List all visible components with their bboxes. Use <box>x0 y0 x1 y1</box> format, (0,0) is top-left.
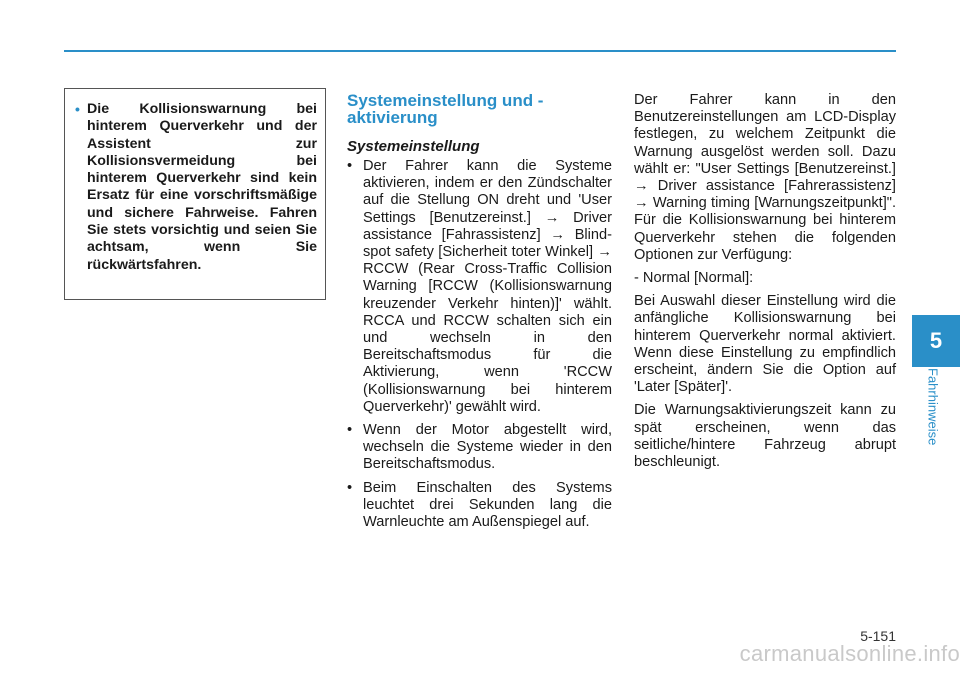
paragraph: Bei Auswahl dieser Einstellung wird die anfängliche Kollisionswarnung bei hinterem Querverkehr normal aktiviert. Wenn diese Einstellung zu empfindlich erscheint, ändern Sie die Option auf 'Later [Später]'. <box>634 293 896 396</box>
section-title: Systemeinstellung und -aktivierung <box>347 91 544 127</box>
chapter-tab-number: 5 <box>912 315 960 367</box>
bullet-icon: • <box>347 158 353 174</box>
warning-text: Die Kollisionswarnung bei hinterem Querverkehr und der Assistent zur Kollisionsvermeidung bei hinterem Querverkehr sind kein Ersatz für eine vorschriftsmäßige und sichere Fahrweise. Fahren Sie stets vorsichtig und seien Sie achtsam, wenn Sie rückwärtsfahren. <box>87 101 317 273</box>
watermark: carmanualsonline.info <box>739 641 960 666</box>
chapter-tab-label: Fahrhinweise <box>925 368 941 446</box>
warning-box <box>64 88 326 300</box>
list-item <box>347 480 612 532</box>
paragraph: - Normal [Normal]: <box>634 270 754 287</box>
list-item <box>347 422 612 474</box>
list-item <box>347 158 612 416</box>
right-column <box>634 92 896 477</box>
warning-item <box>75 101 317 274</box>
list-item-text: Der Fahrer kann die Systeme aktivieren, indem er den Zündschalter auf die Stellung ON dreht und 'User Settings [Benutzereinst.] → Driver assistance [Fahrassistenz] → Blind-spot safety [Sicherheit toter Winkel] → RCCW (Rear Cross-Traffic Collision Warning [RCCW (Kollisionswarnung kreuzender Verkehr hinten)]' wählt. RCCA und RCCW schalten sich ein und wechseln in den Bereitschaftsmodus für die Aktivierung, wenn 'RCCW (Kollisionswarnung bei hinterem Querverkehr)' gewählt wird. <box>363 158 612 415</box>
bullet-icon: • <box>75 101 80 117</box>
page-number: 5-151 <box>860 628 896 644</box>
section-subtitle: Systemeinstellung <box>347 138 480 155</box>
middle-column <box>347 92 612 537</box>
list-item-text: Wenn der Motor abgestellt wird, wechseln die Systeme wieder in den Bereitschaftsmodus. <box>363 422 612 473</box>
bullet-icon: • <box>347 479 353 496</box>
paragraph: Der Fahrer kann in den Benutzereinstellungen am LCD-Display festlegen, zu welchem Zeitpunkt die Warnung ausgelöst werden soll. Dazu wählt er: "User Settings [Benutzereinst.] → Driver assistance [Fahrerassistenz] → Warning timing [Warnungszeitpunkt]". Für die Kollisionswarnung bei hinterem Querverkehr stehen die folgenden Optionen zur Verfügung: <box>634 92 896 263</box>
bullet-icon: • <box>347 422 353 439</box>
list-item-text: Beim Einschalten des Systems leuchtet drei Sekunden lang die Warnleuchte am Außenspiegel auf. <box>363 479 612 531</box>
header-rule <box>64 50 896 52</box>
paragraph: Die Warnungsaktivierungszeit kann zu spät erscheinen, wenn das seitliche/hintere Fahrzeug abrupt beschleunigt. <box>634 402 896 471</box>
